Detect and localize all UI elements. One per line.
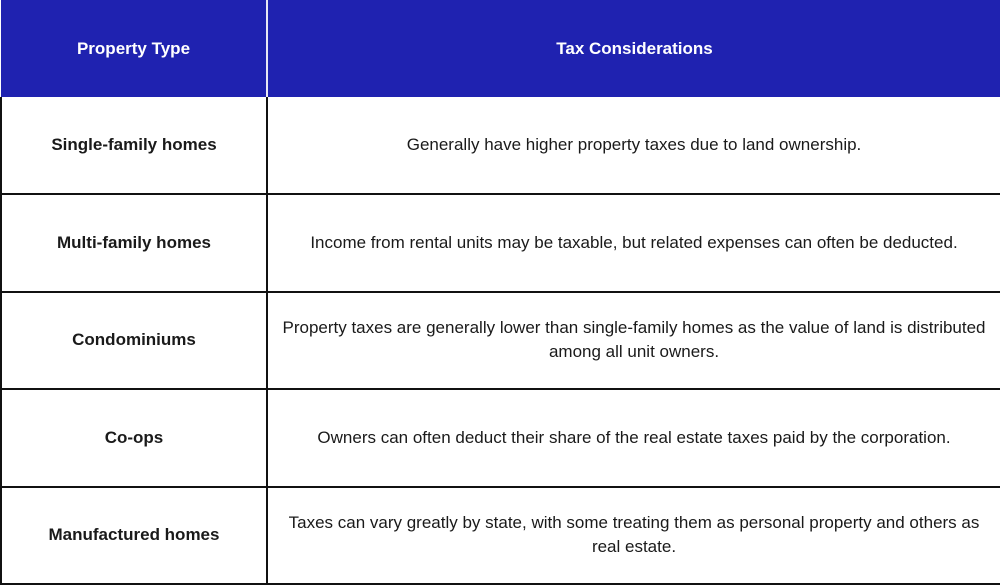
tax-considerations-cell: Owners can often deduct their share of the real estate taxes paid by the corporation. [267,389,1000,486]
table-row [1,292,1000,389]
header-tax-considerations: Tax Considerations [267,0,1000,97]
tax-considerations-cell: Generally have higher property taxes due to land ownership. [267,97,1000,194]
header-property-type: Property Type [1,0,267,97]
property-type-cell: Manufactured homes [1,487,267,584]
tax-considerations-cell: Income from rental units may be taxable, but related expenses can often be deducted. [267,194,1000,291]
table-row [1,97,1000,194]
table-row [1,194,1000,291]
tax-considerations-cell: Property taxes are generally lower than single-family homes as the value of land is distributed among all unit owners. [267,292,1000,389]
property-type-cell: Condominiums [1,292,267,389]
tax-considerations-cell: Taxes can vary greatly by state, with some treating them as personal property and others as real estate. [267,487,1000,584]
header-row [1,0,1000,97]
property-type-cell: Co-ops [1,389,267,486]
property-type-cell: Single-family homes [1,97,267,194]
table-row [1,487,1000,584]
table-body [1,97,1000,584]
property-type-cell: Multi-family homes [1,194,267,291]
table-row [1,389,1000,486]
table-header [1,0,1000,97]
